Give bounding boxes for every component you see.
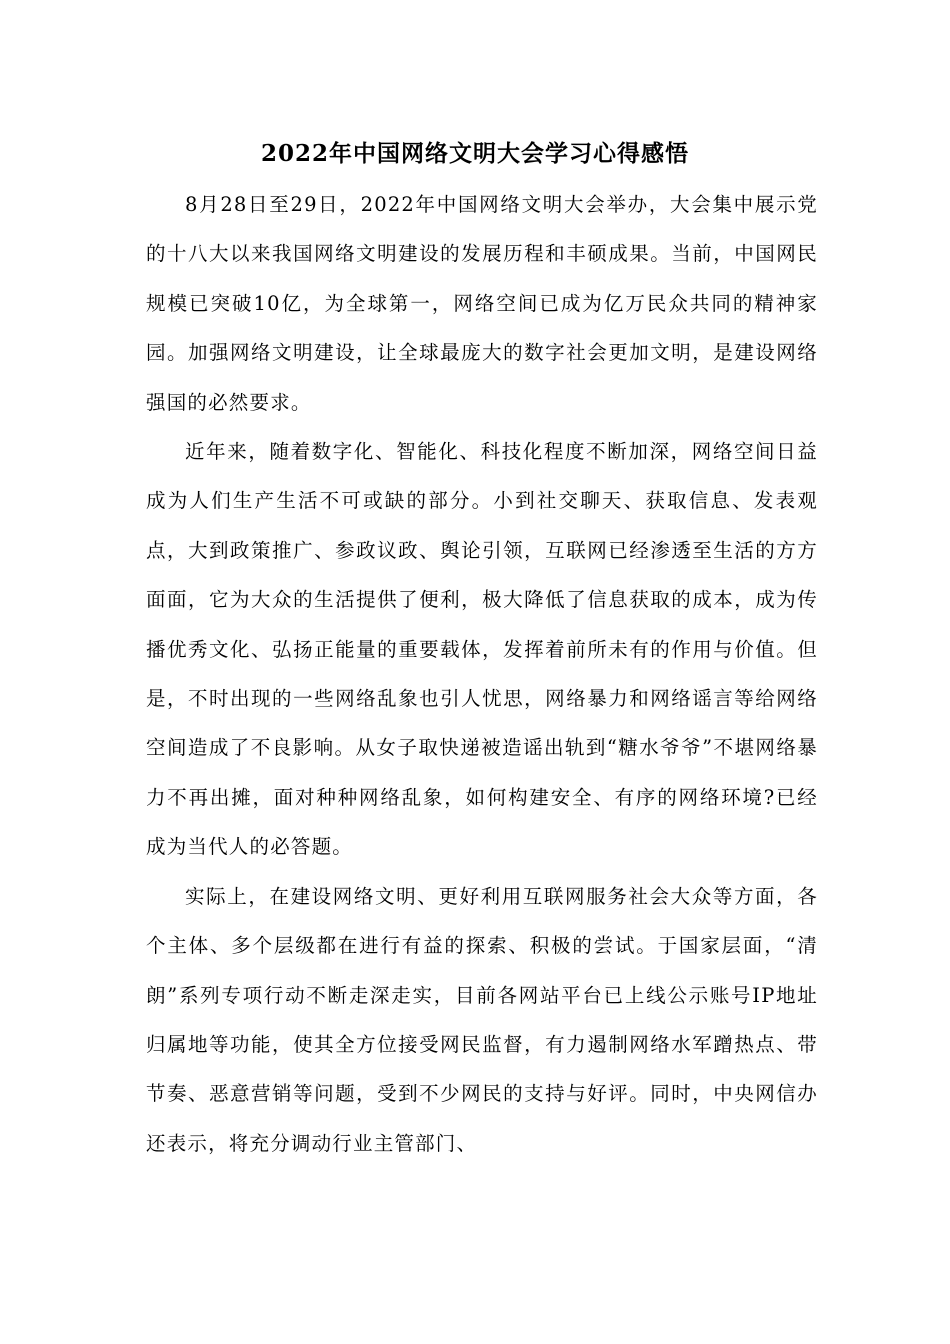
document-title: 2022年中国网络文明大会学习心得感悟 — [260, 140, 689, 167]
paragraph: 8月28日至29日，2022年中国网络文明大会举办，大会集中展示党的十八大以来我国网络文明建设的发展历程和丰硕成果。当前，中国网民规模已突破10亿，为全球第一，网络空间已成为亿万民众共同的精神家园。加强网络文明建设，让全球最庞大的数字社会更加文明，是建设网络强国的必然要求。 — [146, 193, 818, 414]
paragraph: 近年来，随着数字化、智能化、科技化程度不断加深，网络空间日益成为人们生产生活不可或缺的部分。小到社交聊天、获取信息、发表观点，大到政策推广、参政议政、舆论引领，互联网已经渗透至生活的方方面面，它为大众的生活提供了便利，极大降低了信息获取的成本，成为传播优秀文化、弘扬正能量的重要载体，发挥着前所未有的作用与价值。但是，不时出现的一些网络乱象也引人忧思，网络暴力和网络谣言等给网络空间造成了不良影响。从女子取快递被造谣出轨到“糖水爷爷”不堪网络暴力不再出摊，面对种种网络乱象，如何构建安全、有序的网络环境?已经成为当代人的必答题。 — [146, 440, 818, 859]
paragraph: 实际上，在建设网络文明、更好利用互联网服务社会大众等方面，各个主体、多个层级都在进行有益的探索、积极的尝试。于国家层面，“清朗”系列专项行动不断走深走实，目前各网站平台已上线公示账号IP地址归属地等功能，使其全方位接受网民监督，有力遏制网络水军蹭热点、带节奏、恶意营销等问题，受到不少网民的支持与好评。同时，中央网信办还表示，将充分调动行业主管部门、 — [146, 884, 818, 1155]
document-body — [146, 180, 818, 1168]
